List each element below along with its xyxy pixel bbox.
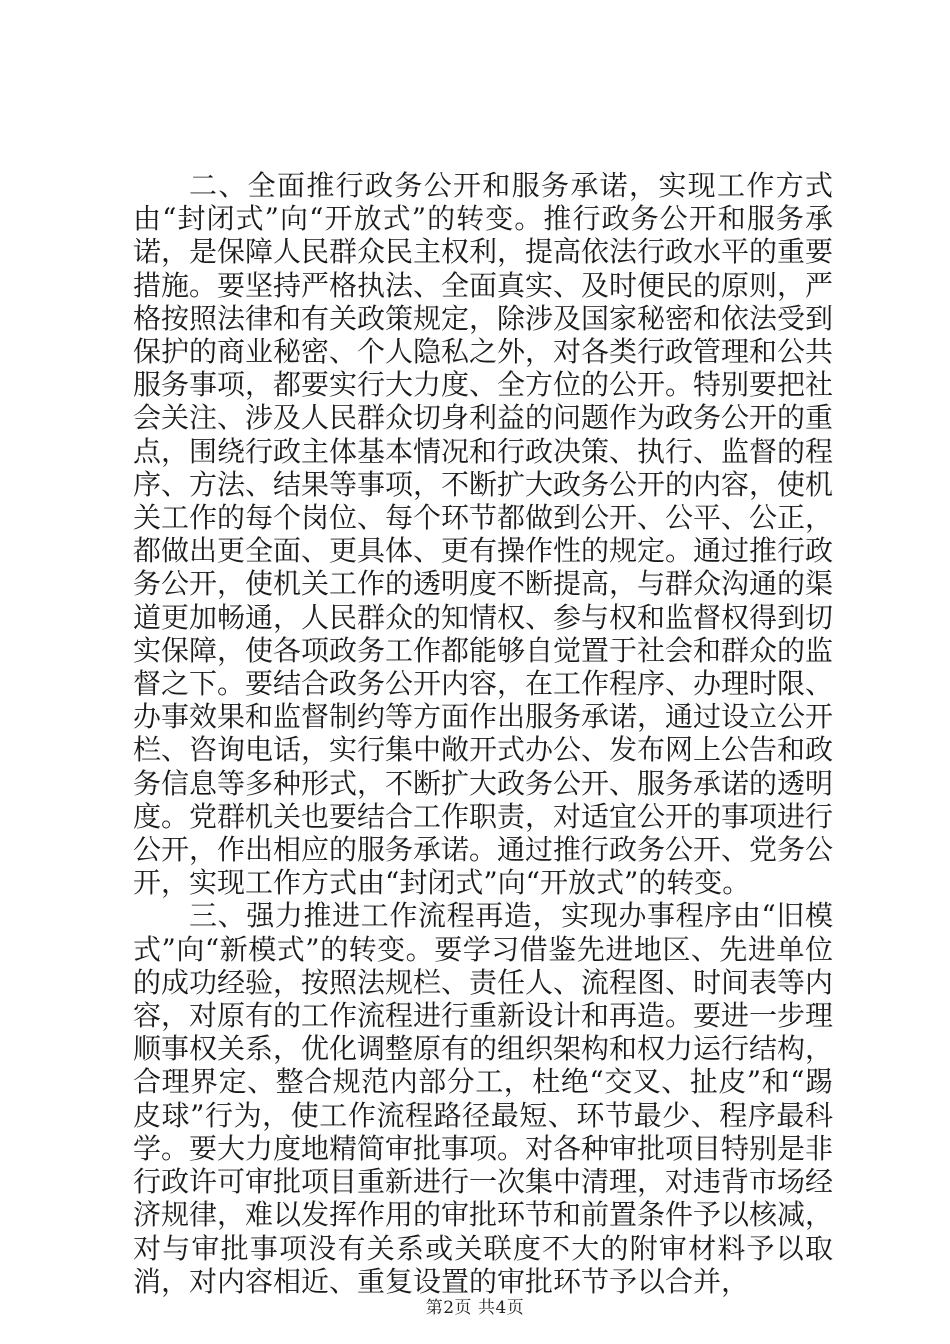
page-number-footer: 第2页 共4页 <box>425 1298 525 1318</box>
document-body <box>133 169 833 1298</box>
paragraph-section-2: 二、全面推行政务公开和服务承诺，实现工作方式由“封闭式”向“开放式”的转变。推行政务公开和服务承诺，是保障人民群众民主权利，提高依法行政水平的重要措施。要坚持严格执法、全面真实、及时便民的原则，严格按照法律和有关政策规定，除涉及国家秘密和依法受到保护的商业秘密、个人隐私之外，对各类行政管理和公共服务事项，都要实行大力度、全方位的公开。特别要把社会关注、涉及人民群众切身利益的问题作为政务公开的重点，围绕行政主体基本情况和行政决策、执行、监督的程序、方法、结果等事项，不断扩大政务公开的内容，使机关工作的每个岗位、每个环节都做到公开、公平、公正，都做出更全面、更具体、更有操作性的规定。通过推行政务公开，使机关工作的透明度不断提高，与群众沟通的渠道更加畅通，人民群众的知情权、参与权和监督权得到切实保障，使各项政务工作都能够自觉置于社会和群众的监督之下。要结合政务公开内容，在工作程序、办理时限、办事效果和监督制约等方面作出服务承诺，通过设立公开栏、咨询电话，实行集中敞开式办公、发布网上公告和政务信息等多种形式，不断扩大政务公开、服务承诺的透明度。党群机关也要结合工作职责，对适宜公开的事项进行公开，作出相应的服务承诺。通过推行政务公开、党务公开，实现工作方式由“封闭式”向“开放式”的转变。 <box>133 169 834 900</box>
paragraph-section-3: 三、强力推进工作流程再造，实现办事程序由“旧模式”向“新模式”的转变。要学习借鉴先进地区、先进单位的成功经验，按照法规栏、责任人、流程图、时间表等内容，对原有的工作流程进行重新设计和再造。要进一步理顺事权关系，优化调整原有的组织架构和权力运行结构，合理界定、整合规范内部分工，杜绝“交叉、扯皮”和“踢皮球”行为，使工作流程路径最短、环节最少、程序最科学。要大力度地精简审批事项。对各种审批项目特别是非行政许可审批项目重新进行一次集中清理，对违背市场经济规律，难以发挥作用的审批环节和前置条件予以核减，对与审批事项没有关系或关联度不大的附审材料予以取消，对内容相近、重复设置的审批环节予以合并， <box>133 899 834 1298</box>
